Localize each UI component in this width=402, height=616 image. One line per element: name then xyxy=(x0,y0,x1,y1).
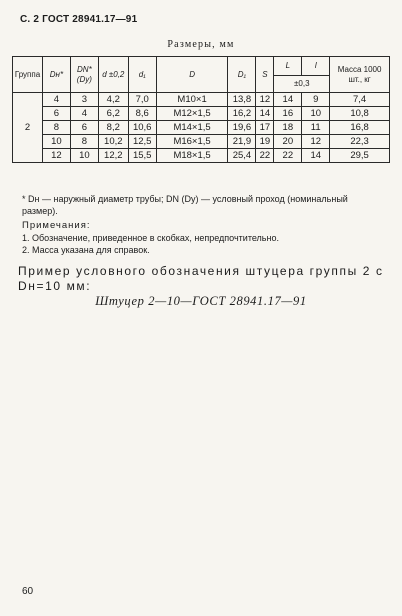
table-cell: 12,2 xyxy=(98,149,128,163)
table-cell: 4 xyxy=(70,107,98,121)
table-cell: 14 xyxy=(302,149,330,163)
table-cell: 4 xyxy=(42,93,70,107)
note-item: 1. Обозначение, приведенное в скобках, непредпочтительно. xyxy=(22,233,279,243)
header-D1: D₁ xyxy=(228,57,256,93)
table-cell: 19 xyxy=(256,135,274,149)
table-body xyxy=(13,93,390,163)
table-cell: 16,8 xyxy=(330,121,390,135)
table-cell: 6 xyxy=(70,121,98,135)
table-cell: 15,5 xyxy=(128,149,156,163)
table-cell: 21,9 xyxy=(228,135,256,149)
note-item: 2. Масса указана для справок. xyxy=(22,245,150,255)
table-cell: 16 xyxy=(274,107,302,121)
table-cell: 8,2 xyxy=(98,121,128,135)
group-cell: 2 xyxy=(13,93,43,163)
table-cell: 19,6 xyxy=(228,121,256,135)
header-d1: d₁ xyxy=(128,57,156,93)
header-l: l xyxy=(302,57,330,76)
table-cell: 4,2 xyxy=(98,93,128,107)
table-cell: 12,5 xyxy=(128,135,156,149)
page-number: 60 xyxy=(22,586,34,597)
table-cell: 6 xyxy=(42,107,70,121)
table-cell: 6,2 xyxy=(98,107,128,121)
header-dn: Dн* xyxy=(42,57,70,93)
table-cell: 10,2 xyxy=(98,135,128,149)
table-cell: 10,8 xyxy=(330,107,390,121)
table-row xyxy=(13,121,390,135)
table-cell: 11 xyxy=(302,121,330,135)
table-cell: 20 xyxy=(274,135,302,149)
table-cell: 22 xyxy=(274,149,302,163)
dimensions-table xyxy=(12,56,390,163)
table-row xyxy=(13,135,390,149)
table-cell: 7,0 xyxy=(128,93,156,107)
table-cell: M18×1,5 xyxy=(156,149,228,163)
table-cell: 8,6 xyxy=(128,107,156,121)
header-D: D xyxy=(156,57,228,93)
table-cell: 8 xyxy=(42,121,70,135)
table-cell: 7,4 xyxy=(330,93,390,107)
table-cell: 22 xyxy=(256,149,274,163)
table-cell: 10 xyxy=(302,107,330,121)
header-group: Группа xyxy=(13,57,43,93)
table-cell: 13,8 xyxy=(228,93,256,107)
table-cell: 8 xyxy=(70,135,98,149)
designation-example: Пример условного обозначения штуцера группы 2 с Dн=10 мм: xyxy=(18,264,384,293)
header-mass: Масса 1000 шт., кг xyxy=(330,57,390,93)
table-cell: 22,3 xyxy=(330,135,390,149)
footnote: * Dн — наружный диаметр трубы; DN (Dу) — условный проход (номинальный размер). xyxy=(22,194,348,216)
table-row xyxy=(13,107,390,121)
table-row xyxy=(13,149,390,163)
table-cell: 16,2 xyxy=(228,107,256,121)
header-dn-nominal: DN* (Dy) xyxy=(70,57,98,93)
table-cell: 3 xyxy=(70,93,98,107)
table-cell: M10×1 xyxy=(156,93,228,107)
table-cell: 17 xyxy=(256,121,274,135)
table-cell: M14×1,5 xyxy=(156,121,228,135)
header-S: S xyxy=(256,57,274,93)
table-cell: M16×1,5 xyxy=(156,135,228,149)
table-cell: 10 xyxy=(70,149,98,163)
table-cell: 14 xyxy=(274,93,302,107)
designation-formula: Штуцер 2—10—ГОСТ 28941.17—91 xyxy=(95,294,307,308)
table-cell: 9 xyxy=(302,93,330,107)
table-cell: 29,5 xyxy=(330,149,390,163)
table-cell: 18 xyxy=(274,121,302,135)
table-caption: Размеры, мм xyxy=(167,39,235,50)
table-row xyxy=(13,93,390,107)
header-d: d ±0,2 xyxy=(98,57,128,93)
table-cell: M12×1,5 xyxy=(156,107,228,121)
header-tolerance: ±0,3 xyxy=(274,76,330,93)
notes-list xyxy=(22,232,279,256)
table-cell: 12 xyxy=(256,93,274,107)
table-cell: 10 xyxy=(42,135,70,149)
header-L: L xyxy=(274,57,302,76)
table-cell: 12 xyxy=(302,135,330,149)
table-cell: 12 xyxy=(42,149,70,163)
notes-title: Примечания: xyxy=(22,220,91,231)
table-cell: 25,4 xyxy=(228,149,256,163)
table-cell: 10,6 xyxy=(128,121,156,135)
page-header: С. 2 ГОСТ 28941.17—91 xyxy=(20,14,138,25)
table-cell: 14 xyxy=(256,107,274,121)
